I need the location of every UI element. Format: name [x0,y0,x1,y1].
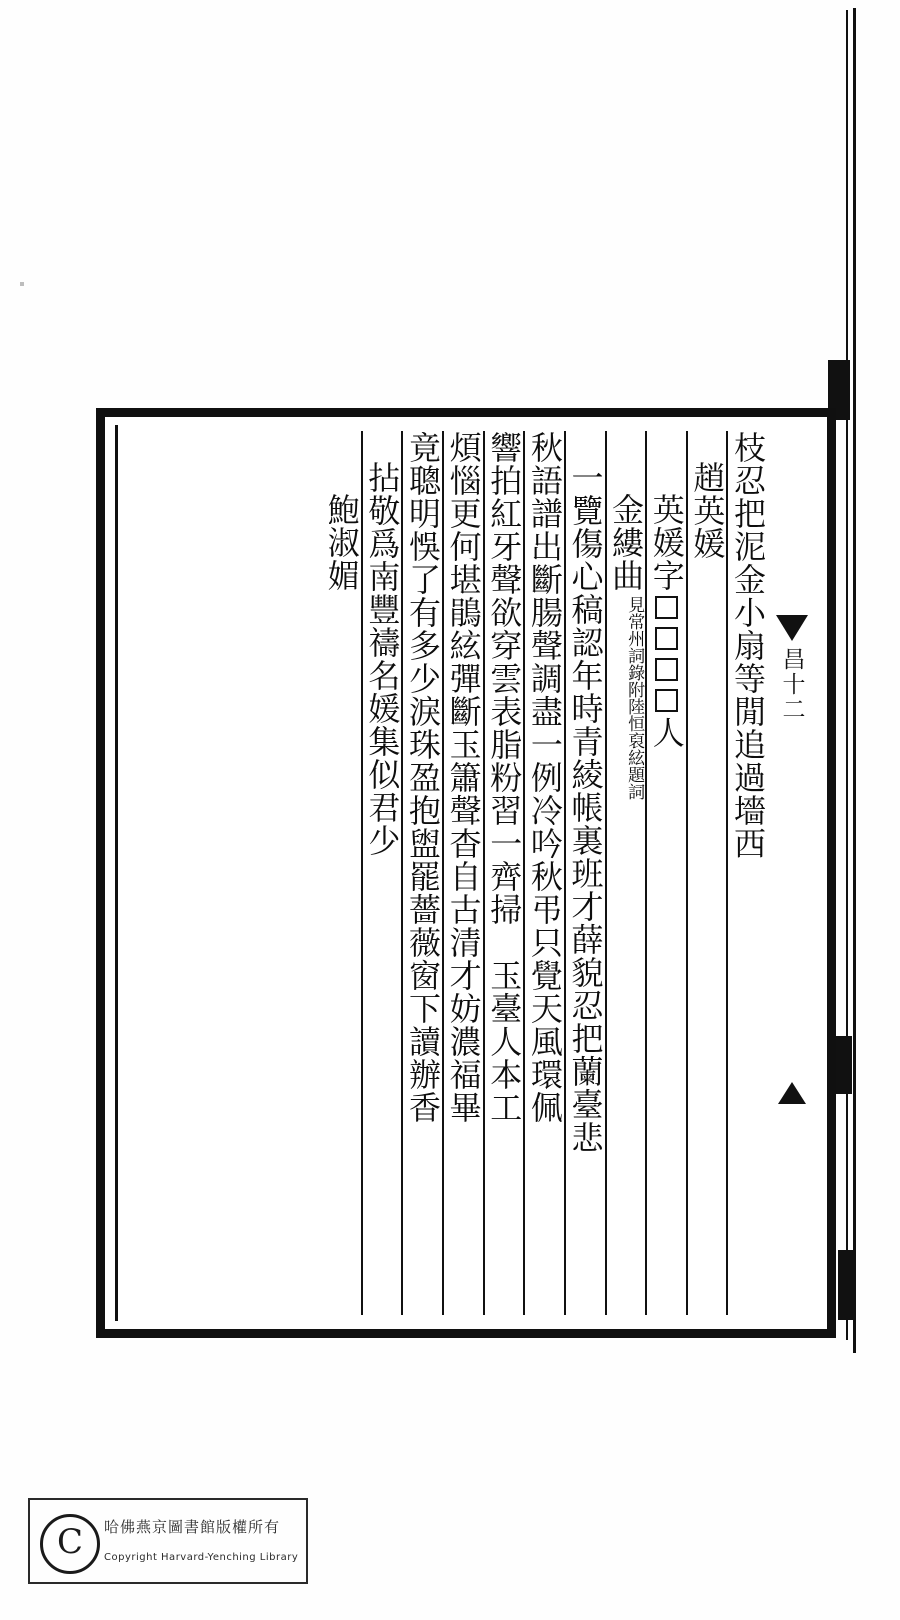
illegible-box-icon [655,627,678,650]
copyright-icon: C [40,1514,100,1574]
text-column: 響拍紅牙聲欲穿雲表脂粉習一齊掃 玉臺人本工 [483,431,524,1315]
text-column-author-bao: 鮑淑媚 [322,493,361,592]
author-note-text-tail: 人 [647,716,686,749]
stamp-chinese-text: 哈佛燕京圖書館版權所有 [104,1518,281,1536]
binding-edge-rule-inner [846,10,848,1340]
center-column-mark [775,615,809,825]
text-column: 拈敬爲南豐禱名媛集似君少 [361,431,402,1315]
text-column: 煩惱更何堪鵑絃彈斷玉簫聲杳自古清才妨濃福畢 [442,431,483,1315]
text-column: 竟聰明悞了有多少淚珠盈抱盥罷薔薇窗下讀辦香 [401,431,442,1315]
text-column: 秋語譜出斷腸聲調盡一例冷吟秋弔只覺天風環佩 [523,431,564,1315]
illegible-box-icon [655,596,678,619]
illegible-box-icon [655,658,678,681]
tune-title: 金縷曲 [607,493,646,592]
binding-edge-block-3 [838,1250,854,1320]
scan-speck [20,282,24,286]
text-block-inner-rule [115,425,823,1321]
library-copyright-stamp [28,1498,308,1584]
juan-label: 昌十二 [778,647,805,722]
text-column-author-zhao: 趙英媛 [686,431,727,1315]
author-note-text: 英媛字 [647,493,686,592]
vertical-text-columns [134,431,767,1315]
text-column: 一覽傷心稿認年時青綾帳裏班才薛貌忍把蘭臺悲 [564,431,605,1315]
text-block-frame [96,408,836,1338]
text-column: 枝忍把泥金小扇等閒追過墻西 [726,431,767,1315]
stamp-english-text: Copyright Harvard-Yenching Library [104,1552,299,1563]
illegible-box-icon [655,689,678,712]
fishtail-icon [776,615,808,641]
interlinear-source-note: 見常州詞錄附陸恒裒絃題詞 [624,596,645,800]
text-column-author-note [645,431,686,1315]
fishtail-lower-icon [778,1082,806,1104]
binding-edge-rule-outer [853,8,856,1353]
text-column-tune-title [605,431,646,1315]
